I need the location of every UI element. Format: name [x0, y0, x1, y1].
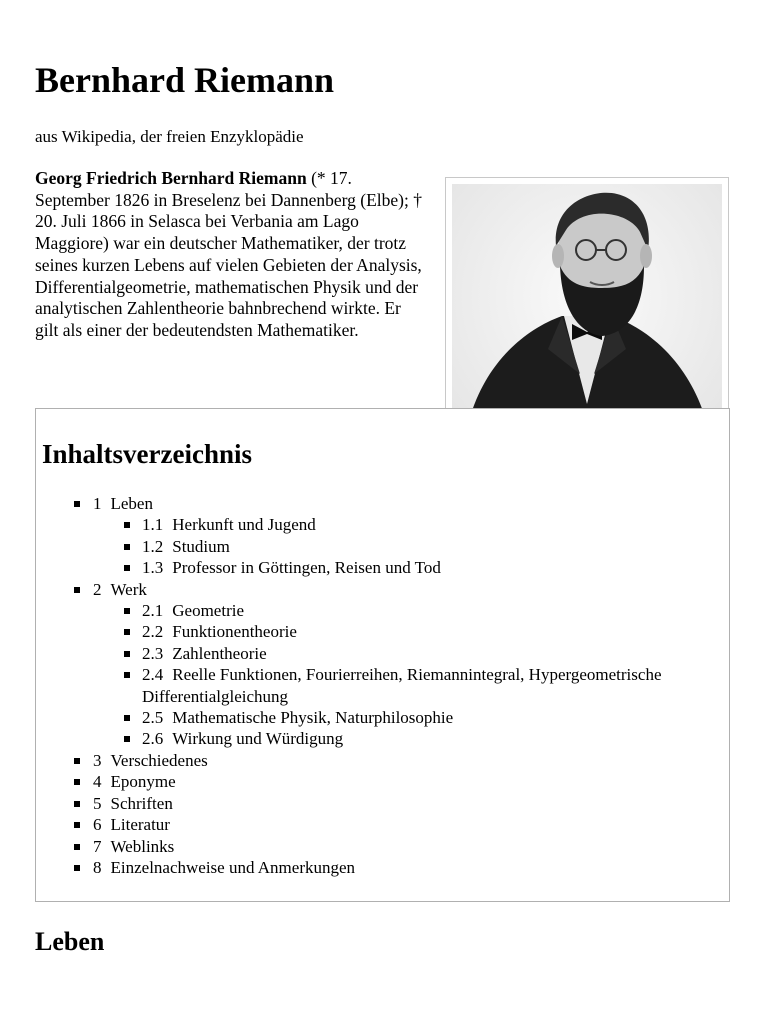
toc-item-1-3[interactable] — [36, 557, 726, 578]
bullet-icon — [124, 522, 130, 528]
toc-number: 4 — [93, 772, 102, 792]
toc-sublist — [93, 514, 726, 578]
toc-item-2-6[interactable] — [36, 728, 726, 749]
bullet-icon — [74, 758, 80, 764]
toc-link[interactable]: Literatur — [110, 815, 170, 835]
toc-item-6[interactable] — [36, 814, 726, 835]
bullet-icon — [74, 779, 80, 785]
toc-sublist — [93, 600, 726, 750]
toc-link[interactable]: Leben — [110, 494, 153, 513]
toc-number: 2.6 — [142, 729, 164, 749]
toc-item-4[interactable] — [36, 771, 726, 792]
toc-title: Inhaltsverzeichnis — [42, 439, 253, 469]
bullet-icon — [74, 587, 80, 593]
toc-link[interactable]: Verschiedenes — [110, 750, 208, 770]
toc-link[interactable]: Wirkung und Würdigung — [172, 729, 344, 749]
toc-item-1[interactable] — [36, 493, 726, 579]
toc-item-8[interactable] — [36, 857, 726, 878]
intro-lead: Georg Friedrich Bernhard Riemann — [35, 168, 307, 188]
toc-number: 2.3 — [142, 643, 164, 663]
intro-text: (* 17. September 1826 in Breselenz bei Dannenberg (Elbe); † 20. Juli 1866 in Selasca bei Verbania am Lago Maggiore) war ein deutscher Mathematiker, der trotz seines kurzen Lebens auf vielen Gebieten der Analysis, Differentialgeometrie, mathematischen Physik und der analytischen Zahlentheorie bahnbrechend wirkte. Er gilt als einer der bedeutendsten Mathematiker. — [35, 168, 422, 340]
toc-list — [36, 493, 726, 878]
bullet-icon — [74, 822, 80, 828]
toc-link[interactable]: Studium — [172, 536, 230, 556]
toc-link[interactable]: Professor in Göttingen, Reisen und Tod — [172, 558, 441, 578]
bullet-icon — [124, 651, 130, 657]
toc-link[interactable]: Werk — [110, 579, 147, 599]
toc-item-7[interactable] — [36, 836, 726, 857]
bullet-icon — [74, 501, 80, 507]
bullet-icon — [124, 672, 130, 678]
toc-link[interactable]: Reelle Funktionen, Fourierreihen, Riemannintegral, Hypergeometrische Differentialgleichung — [142, 665, 662, 706]
toc-link[interactable]: Schriften — [110, 793, 173, 813]
toc-link[interactable]: Weblinks — [110, 836, 175, 856]
toc-item-2-2[interactable] — [36, 621, 726, 642]
toc-item-1-2[interactable] — [36, 536, 726, 557]
toc-item-2-3[interactable] — [36, 643, 726, 664]
toc-number: 3 — [93, 750, 102, 770]
bullet-icon — [74, 865, 80, 871]
toc-number: 2.4 — [142, 665, 164, 685]
bullet-icon — [124, 608, 130, 614]
toc-link[interactable]: Herkunft und Jugend — [172, 515, 316, 535]
toc-item-1-1[interactable] — [36, 514, 726, 535]
bullet-icon — [124, 565, 130, 571]
bullet-icon — [124, 736, 130, 742]
intro-paragraph — [35, 168, 427, 342]
toc-link[interactable]: Zahlentheorie — [172, 643, 267, 663]
toc-item-2-1[interactable] — [36, 600, 726, 621]
toc-number: 1.2 — [142, 536, 164, 556]
toc-number: 5 — [93, 793, 102, 813]
toc-link[interactable]: Funktionentheorie — [172, 622, 297, 642]
toc-number: 6 — [93, 815, 102, 835]
page-title: Bernhard Riemann — [35, 60, 335, 100]
toc-number: 2.2 — [142, 622, 164, 642]
toc-number: 2 — [93, 579, 102, 599]
bullet-icon — [74, 844, 80, 850]
toc-link[interactable]: Mathematische Physik, Naturphilosophie — [172, 708, 454, 728]
section-heading-leben: Leben — [35, 927, 105, 956]
toc-item-2[interactable] — [36, 579, 726, 750]
toc-number: 7 — [93, 836, 102, 856]
toc-item-5[interactable] — [36, 793, 726, 814]
toc-item-2-4[interactable] — [36, 664, 726, 707]
toc-number: 1 — [93, 494, 102, 513]
toc-number: 8 — [93, 857, 102, 877]
toc-number: 2.5 — [142, 708, 164, 728]
bullet-icon — [74, 801, 80, 807]
bullet-icon — [124, 715, 130, 721]
toc-link[interactable]: Einzelnachweise und Anmerkungen — [110, 857, 356, 877]
bullet-icon — [124, 629, 130, 635]
toc-link[interactable]: Geometrie — [172, 601, 244, 621]
site-subtitle: aus Wikipedia, der freien Enzyklopädie — [35, 127, 304, 146]
toc-number: 1.3 — [142, 558, 164, 578]
toc-number: 1.1 — [142, 515, 164, 535]
toc-item-2-5[interactable] — [36, 707, 726, 728]
toc-link[interactable]: Eponyme — [110, 772, 176, 792]
table-of-contents — [35, 408, 730, 902]
toc-item-3[interactable] — [36, 750, 726, 771]
bullet-icon — [124, 544, 130, 550]
toc-number: 2.1 — [142, 601, 164, 621]
